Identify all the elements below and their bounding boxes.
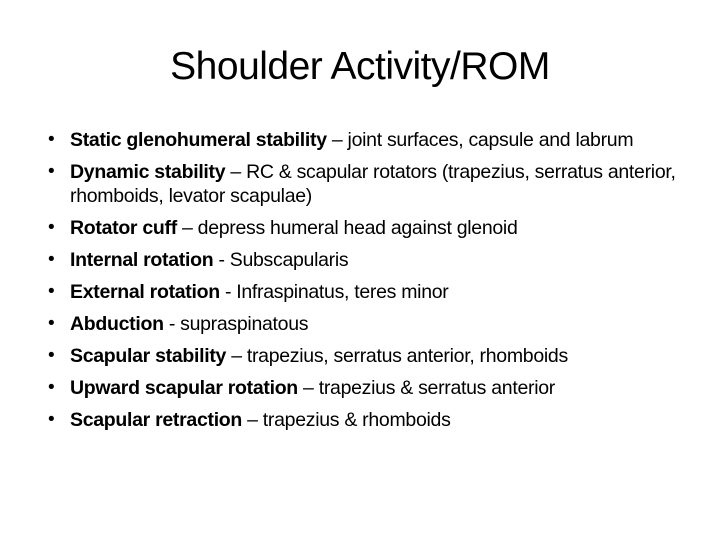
item-description: – joint surfaces, capsule and labrum <box>326 129 634 151</box>
bullet-icon: • <box>48 129 55 150</box>
item-term: Scapular retraction <box>70 409 243 431</box>
item-description: – trapezius & rhomboids <box>242 409 451 431</box>
item-term: Static glenohumeral stability <box>70 129 327 151</box>
bullet-icon: • <box>48 313 55 334</box>
list-item <box>48 376 688 400</box>
bullet-icon: • <box>48 161 55 182</box>
list-item <box>48 160 688 208</box>
bullet-icon: • <box>48 377 55 398</box>
item-term: Upward scapular rotation <box>70 377 298 399</box>
list-item <box>48 248 688 272</box>
slide-title: Shoulder Activity/ROM <box>170 45 550 88</box>
item-description: - Subscapularis <box>213 249 349 271</box>
item-description: - supraspinatous <box>163 313 309 335</box>
item-description: – trapezius & serratus anterior <box>297 377 555 399</box>
bullet-icon: • <box>48 281 55 302</box>
list-item <box>48 344 688 368</box>
list-item <box>48 280 688 304</box>
list-item <box>48 216 688 240</box>
list-item <box>48 128 688 152</box>
item-term: Scapular stability <box>70 345 227 367</box>
item-description: – RC & scapular rotators (trapezius, serratus anterior, rhomboids, levator scapulae) <box>70 161 676 207</box>
item-description: - Infraspinatus, teres minor <box>219 281 449 303</box>
list-item <box>48 408 688 432</box>
bullet-icon: • <box>48 409 55 430</box>
item-term: Dynamic stability <box>70 161 226 183</box>
item-description: – trapezius, serratus anterior, rhomboids <box>226 345 568 367</box>
item-term: Rotator cuff <box>70 217 177 239</box>
item-term: Abduction <box>70 313 164 335</box>
item-term: Internal rotation <box>70 249 214 271</box>
bullet-list <box>48 128 688 440</box>
bullet-icon: • <box>48 217 55 238</box>
list-item <box>48 312 688 336</box>
item-term: External rotation <box>70 281 220 303</box>
bullet-icon: • <box>48 249 55 270</box>
item-description: – depress humeral head against glenoid <box>176 217 518 239</box>
bullet-icon: • <box>48 345 55 366</box>
